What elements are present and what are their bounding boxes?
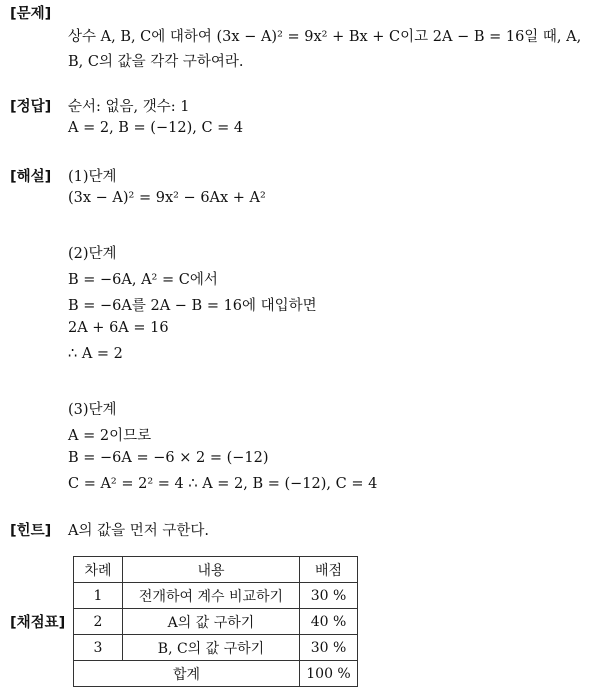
rubric-header-row	[74, 557, 358, 583]
explanation-label: [해설]	[10, 169, 52, 185]
problem-line-2: B, C의 값을 각각 구하여라.	[68, 54, 244, 70]
step2-line-2: B = −6A를 2A − B = 16에 대입하면	[68, 298, 317, 314]
rubric-table	[73, 556, 358, 687]
rubric-total-row	[74, 661, 358, 687]
rubric-row	[74, 583, 358, 609]
rubric-cell-content: 전개하여 계수 비교하기	[123, 583, 300, 609]
problem-label: [문제]	[10, 6, 52, 22]
answer-label: [정답]	[10, 99, 52, 115]
step1-title: (1)단계	[68, 169, 117, 185]
rubric-cell-score: 30 %	[300, 583, 358, 609]
rubric-total-value: 100 %	[300, 661, 358, 687]
rubric-cell-score: 30 %	[300, 635, 358, 661]
step3-title: (3)단계	[68, 402, 117, 418]
answer-meta: 순서: 없음, 갯수: 1	[68, 99, 190, 115]
step2-line-4: ∴ A = 2	[68, 346, 123, 362]
hint-label: [힌트]	[10, 523, 52, 539]
rubric-cell-score: 40 %	[300, 609, 358, 635]
problem-line-1: 상수 A, B, C에 대하여 (3x − A)² = 9x² + Bx + C이고 2A − B = 16일 때, A,	[68, 29, 582, 45]
step2-line-3: 2A + 6A = 16	[68, 320, 169, 336]
rubric-cell-content: B, C의 값 구하기	[123, 635, 300, 661]
rubric-label: [채점표]	[10, 615, 66, 631]
rubric-cell-order: 3	[74, 635, 123, 661]
step2-title: (2)단계	[68, 246, 117, 262]
rubric-header-score: 배점	[300, 557, 358, 583]
step3-line-2: B = −6A = −6 × 2 = (−12)	[68, 450, 269, 466]
rubric-header-content: 내용	[123, 557, 300, 583]
rubric-cell-content: A의 값 구하기	[123, 609, 300, 635]
step2-line-1: B = −6A, A² = C에서	[68, 272, 218, 288]
rubric-row	[74, 635, 358, 661]
rubric-cell-order: 1	[74, 583, 123, 609]
rubric-total-label: 합계	[74, 661, 300, 687]
answer-values: A = 2, B = (−12), C = 4	[68, 120, 244, 136]
step1-line-1: (3x − A)² = 9x² − 6Ax + A²	[68, 190, 266, 206]
rubric-header-order: 차례	[74, 557, 123, 583]
rubric-cell-order: 2	[74, 609, 123, 635]
step3-line-3: C = A² = 2² = 4 ∴ A = 2, B = (−12), C = 4	[68, 476, 378, 492]
hint-text: A의 값을 먼저 구한다.	[68, 523, 209, 539]
rubric-row	[74, 609, 358, 635]
step3-line-1: A = 2이므로	[68, 428, 152, 444]
